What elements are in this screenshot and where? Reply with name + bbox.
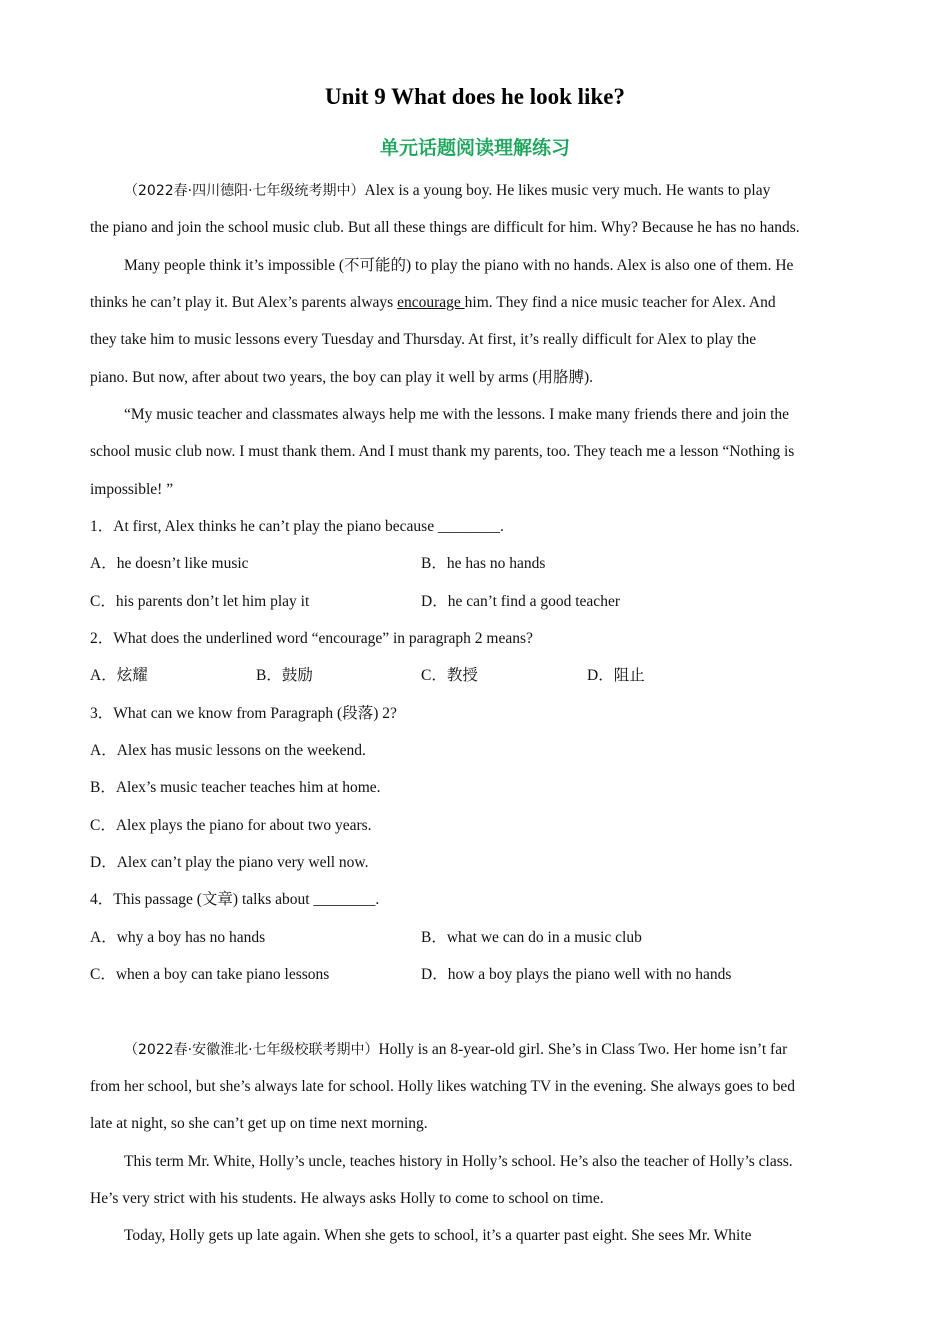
passage2-line1: [124, 1040, 904, 1060]
q4-option-a: A．why a boy has no hands: [90, 929, 266, 946]
q3-option-b: B．Alex’s music teacher teaches him at home.: [90, 779, 381, 796]
passage1-line1-text: Alex is a young boy. He likes music very much. He wants to play: [364, 182, 771, 199]
passage2-line5: He’s very strict with his students. He always asks Holly to come to school on time.: [90, 1190, 604, 1207]
passage1-line6: piano. But now, after about two years, the boy can play it well by arms (用胳膊).: [90, 369, 594, 386]
question-3: 3．What can we know from Paragraph (段落) 2?: [90, 705, 397, 722]
q3-option-a: A．Alex has music lessons on the weekend.: [90, 742, 366, 759]
passage2-line6: Today, Holly gets up late again. When she gets to school, it’s a quarter past eight. She sees Mr. White: [124, 1227, 752, 1244]
passage1-line3: Many people think it’s impossible (不可能的) to play the piano with no hands. Alex is also one of them. He: [124, 257, 794, 274]
q1-option-b: B．he has no hands: [421, 555, 546, 572]
passage1-line2: the piano and join the school music club. But all these things are difficult for him. Why? Because he has no hands.: [90, 219, 800, 236]
q4-option-b: B．what we can do in a music club: [421, 929, 642, 946]
passage2-line2: from her school, but she’s always late for school. Holly likes watching TV in the evening. She always goes to bed: [90, 1078, 795, 1095]
passage1-line4: [90, 293, 870, 313]
passage1-source: （2022春·四川德阳·七年级统考期中）: [124, 183, 365, 199]
passage1-line1: [124, 181, 904, 201]
q3-option-c: C．Alex plays the piano for about two years.: [90, 817, 372, 834]
passage2-line1-text: Holly is an 8-year-old girl. She’s in Class Two. Her home isn’t far: [378, 1041, 788, 1058]
question-4: 4．This passage (文章) talks about ________.: [90, 891, 380, 908]
passage2-line3: late at night, so she can’t get up on time next morning.: [90, 1115, 428, 1132]
passage1-line8: school music club now. I must thank them. And I must thank my parents, too. They teach me a lesson “Nothing is: [90, 443, 795, 460]
page-subtitle: 单元话题阅读理解练习: [379, 137, 570, 159]
q1-option-a: A．he doesn’t like music: [90, 555, 249, 572]
question-1: 1．At first, Alex thinks he can’t play the piano because ________.: [90, 518, 504, 535]
passage2-source: （2022春·安徽淮北·七年级校联考期中）: [124, 1042, 379, 1058]
q4-option-d: D．how a boy plays the piano well with no hands: [421, 966, 732, 983]
underlined-word-encourage: encourage: [397, 294, 465, 311]
q1-option-c: C．his parents don’t let him play it: [90, 593, 310, 610]
q3-option-d: D．Alex can’t play the piano very well now.: [90, 854, 369, 871]
q2-option-c: C．教授: [421, 667, 478, 684]
passage1-line7: “My music teacher and classmates always help me with the lessons. I make many friends there and join the: [124, 406, 790, 423]
passage1-line4-post: him. They find a nice music teacher for Alex. And: [464, 294, 776, 311]
passage2-line4: This term Mr. White, Holly’s uncle, teaches history in Holly’s school. He’s also the teacher of Holly’s class.: [124, 1153, 793, 1170]
q2-option-b: B．鼓励: [256, 667, 313, 684]
passage1-line4-pre: thinks he can’t play it. But Alex’s parents always: [90, 294, 398, 311]
q4-option-c: C．when a boy can take piano lessons: [90, 966, 330, 983]
page-title: Unit 9 What does he look like?: [325, 84, 625, 109]
q1-option-d: D．he can’t find a good teacher: [421, 593, 620, 610]
q2-option-a: A．炫耀: [90, 667, 148, 684]
q2-option-d: D．阻止: [587, 667, 645, 684]
question-2: 2．What does the underlined word “encourage” in paragraph 2 means?: [90, 630, 533, 647]
passage1-line5: they take him to music lessons every Tuesday and Thursday. At first, it’s really difficult for Alex to play the: [90, 331, 757, 348]
passage1-line9: impossible! ”: [90, 481, 174, 498]
